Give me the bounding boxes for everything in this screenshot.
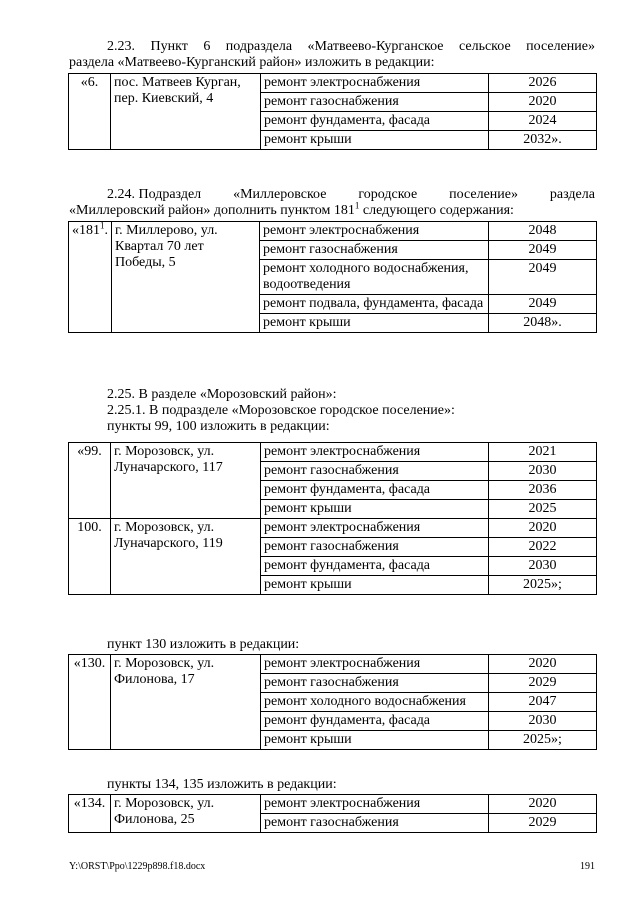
item-number-text: «99. bbox=[77, 444, 102, 459]
item-number bbox=[69, 519, 111, 595]
section-2-24-word: 2.24. Подраздел bbox=[107, 187, 202, 202]
year-cell: 2030 bbox=[489, 712, 597, 731]
item-number bbox=[69, 795, 111, 833]
work-cell: ремонт газоснабжения bbox=[261, 93, 489, 112]
table-row bbox=[69, 519, 597, 538]
section-2-23-line2: раздела «Матвеево-Курганский район» изложить в редакции: bbox=[69, 55, 435, 70]
item-number bbox=[69, 74, 111, 150]
section-2-25-text bbox=[69, 387, 595, 435]
footer-page-number: 191 bbox=[580, 861, 595, 872]
year-cell: 2049 bbox=[489, 241, 597, 260]
table-row bbox=[69, 222, 597, 241]
table-2-24 bbox=[68, 221, 597, 333]
work-cell: ремонт подвала, фундамента, фасада bbox=[260, 295, 489, 314]
table-130 bbox=[68, 654, 597, 750]
item-number-text: «130. bbox=[73, 656, 106, 671]
section-2-24-word: «Миллеровское bbox=[233, 187, 327, 202]
section-2-24-word: городское bbox=[358, 187, 418, 202]
item-number bbox=[69, 222, 112, 333]
address-cell: г. Морозовск, ул. Луначарского, 119 bbox=[111, 519, 261, 595]
item-number-text: «181 bbox=[72, 223, 100, 238]
section-2-24-line2-post: следующего содержания: bbox=[359, 203, 514, 218]
work-cell: ремонт электроснабжения bbox=[261, 74, 489, 93]
item-number-text: 100. bbox=[77, 520, 102, 535]
year-cell: 2048». bbox=[489, 314, 597, 333]
year-cell: 2022 bbox=[489, 538, 597, 557]
year-cell: 2024 bbox=[489, 112, 597, 131]
work-cell: ремонт газоснабжения bbox=[261, 538, 489, 557]
work-cell: ремонт газоснабжения bbox=[261, 674, 489, 693]
section-2-24-text bbox=[69, 187, 595, 219]
section-130-line1: пункт 130 изложить в редакции: bbox=[107, 637, 300, 652]
work-cell: ремонт крыши bbox=[261, 131, 489, 150]
item-number-text: «6. bbox=[80, 75, 99, 90]
item-number bbox=[69, 443, 111, 519]
address-cell: г. Морозовск, ул. Луначарского, 117 bbox=[111, 443, 261, 519]
year-cell: 2047 bbox=[489, 693, 597, 712]
work-cell: ремонт фундамента, фасада bbox=[261, 712, 489, 731]
table-row bbox=[69, 74, 597, 93]
year-cell: 2049 bbox=[489, 260, 597, 295]
section-134-line1: пункты 134, 135 изложить в редакции: bbox=[107, 777, 337, 792]
work-cell: ремонт электроснабжения bbox=[261, 519, 489, 538]
section-134-text bbox=[69, 777, 595, 793]
year-cell: 2030 bbox=[489, 462, 597, 481]
year-cell: 2025»; bbox=[489, 576, 597, 595]
work-cell: ремонт электроснабжения bbox=[260, 222, 489, 241]
table-134 bbox=[68, 794, 597, 833]
table-2-25 bbox=[68, 442, 597, 595]
year-cell: 2025»; bbox=[489, 731, 597, 750]
section-2-24-line2 bbox=[69, 200, 595, 219]
work-cell: ремонт крыши bbox=[261, 576, 489, 595]
year-cell: 2020 bbox=[489, 93, 597, 112]
year-cell: 2025 bbox=[489, 500, 597, 519]
address-cell: г. Морозовск, ул. Филонова, 25 bbox=[111, 795, 261, 833]
year-cell: 2026 bbox=[489, 74, 597, 93]
year-cell: 2020 bbox=[489, 795, 597, 814]
section-130-text bbox=[69, 637, 595, 653]
year-cell: 2036 bbox=[489, 481, 597, 500]
year-cell: 2048 bbox=[489, 222, 597, 241]
table-row bbox=[69, 443, 597, 462]
work-cell: ремонт фундамента, фасада bbox=[261, 481, 489, 500]
table-row bbox=[69, 795, 597, 814]
table-2-23 bbox=[68, 73, 597, 150]
section-2-23-text bbox=[69, 39, 595, 71]
section-2-25-line1: 2.25. В разделе «Морозовский район»: bbox=[107, 387, 337, 402]
work-cell: ремонт газоснабжения bbox=[260, 241, 489, 260]
work-cell: ремонт электроснабжения bbox=[261, 443, 489, 462]
work-cell: ремонт газоснабжения bbox=[261, 814, 489, 833]
section-2-24-line1 bbox=[69, 187, 595, 203]
work-cell: ремонт крыши bbox=[261, 731, 489, 750]
year-cell: 2049 bbox=[489, 295, 597, 314]
work-cell: ремонт крыши bbox=[261, 500, 489, 519]
section-2-25-line3: пункты 99, 100 изложить в редакции: bbox=[107, 419, 330, 434]
item-number bbox=[69, 655, 111, 750]
section-2-23-line1: 2.23. Пункт 6 подраздела «Матвеево-Курганское сельское поселение» bbox=[107, 39, 595, 54]
work-cell: ремонт электроснабжения bbox=[261, 795, 489, 814]
superscript: 1 bbox=[354, 200, 360, 211]
section-2-25-line2: 2.25.1. В подразделе «Морозовское городское поселение»: bbox=[107, 403, 455, 418]
work-cell: ремонт фундамента, фасада bbox=[261, 112, 489, 131]
item-number-text: «134. bbox=[73, 796, 106, 811]
work-cell: ремонт крыши bbox=[260, 314, 489, 333]
item-number-suffix: . bbox=[104, 223, 108, 238]
year-cell: 2032». bbox=[489, 131, 597, 150]
year-cell: 2029 bbox=[489, 674, 597, 693]
section-2-24-line2-pre: «Миллеровский район» дополнить пунктом 181 bbox=[69, 203, 355, 218]
year-cell: 2020 bbox=[489, 655, 597, 674]
footer-file-path: Y:\ORST\Ppo\1229p898.f18.docx bbox=[69, 861, 206, 872]
address-cell: г. Миллерово, ул. Квартал 70 лет Победы, 5 bbox=[112, 222, 260, 333]
superscript: 1 bbox=[100, 220, 105, 231]
year-cell: 2020 bbox=[489, 519, 597, 538]
section-2-24-word: поселение» bbox=[449, 187, 518, 202]
address-cell: пос. Матвеев Курган, пер. Киевский, 4 bbox=[111, 74, 261, 150]
address-cell: г. Морозовск, ул. Филонова, 17 bbox=[111, 655, 261, 750]
work-cell: ремонт холодного водоснабжения, водоотведения bbox=[260, 260, 489, 295]
section-2-24-word: раздела bbox=[549, 187, 595, 202]
work-cell: ремонт газоснабжения bbox=[261, 462, 489, 481]
work-cell: ремонт фундамента, фасада bbox=[261, 557, 489, 576]
year-cell: 2030 bbox=[489, 557, 597, 576]
work-cell: ремонт холодного водоснабжения bbox=[261, 693, 489, 712]
year-cell: 2029 bbox=[489, 814, 597, 833]
work-cell: ремонт электроснабжения bbox=[261, 655, 489, 674]
year-cell: 2021 bbox=[489, 443, 597, 462]
table-row bbox=[69, 655, 597, 674]
